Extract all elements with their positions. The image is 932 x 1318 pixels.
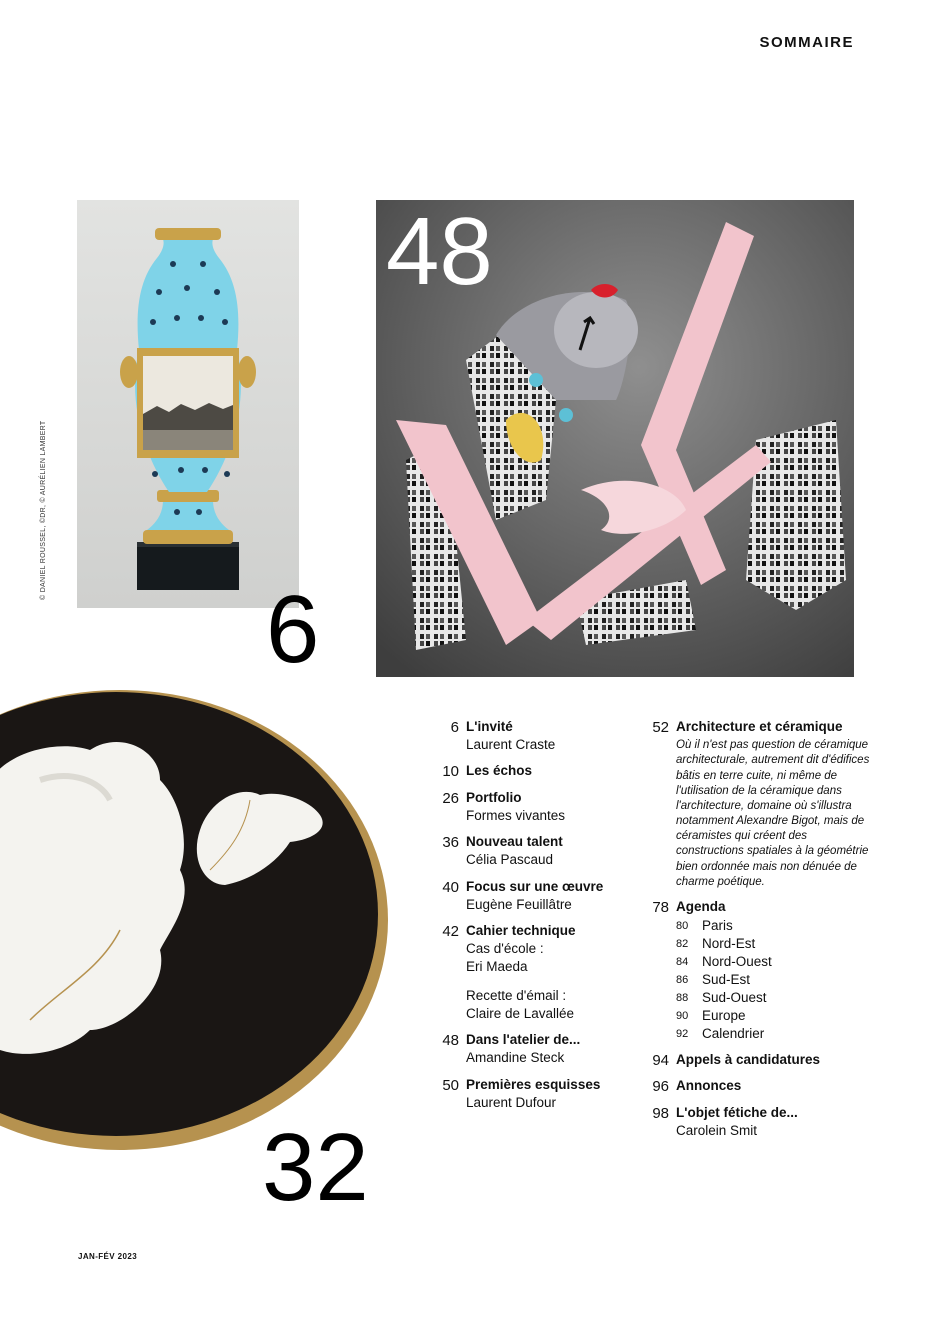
agenda-label: Paris — [702, 918, 733, 934]
toc-subtitle: Carolein Smit — [676, 1122, 758, 1138]
toc-subtitle: Claire de Lavallée — [466, 1005, 575, 1021]
plate-photo — [0, 690, 390, 1160]
toc-subtitle: Laurent Dufour — [466, 1094, 557, 1110]
agenda-item[interactable] — [676, 1007, 874, 1025]
toc-subtitle: Amandine Steck — [466, 1050, 565, 1066]
toc-subtitle: Formes vivantes — [466, 807, 566, 823]
toc-page-number: 42 — [442, 922, 459, 940]
toc-page-number: 50 — [442, 1076, 459, 1094]
toc-title: Cahier technique — [466, 922, 576, 938]
toc-entry[interactable] — [424, 762, 634, 780]
toc-entry[interactable] — [424, 833, 634, 869]
toc-entry-agenda[interactable] — [634, 898, 874, 1043]
agenda-page-number: 88 — [676, 992, 689, 1005]
toc-page-number: 6 — [450, 719, 459, 736]
toc-entry-architecture[interactable] — [634, 718, 874, 890]
toc-title: Les échos — [466, 763, 533, 779]
toc-subtitle: Laurent Craste — [466, 737, 556, 753]
photo-credit: © DANIEL ROUSSEL, ©DR, © AURÉLIEN LAMBERT — [40, 420, 47, 600]
toc-page-number: 36 — [442, 834, 459, 852]
toc-subtitle: Eugène Feuillâtre — [466, 896, 572, 912]
toc-title: Portfolio — [466, 789, 522, 805]
toc-title: Dans l'atelier de... — [466, 1032, 581, 1048]
toc-title: Focus sur une œuvre — [466, 878, 604, 894]
toc-page-number: 94 — [652, 1052, 669, 1070]
agenda-page-number: 92 — [676, 1028, 689, 1041]
vase-photo — [77, 200, 299, 608]
agenda-page-number: 80 — [676, 920, 689, 933]
toc-page-number: 98 — [652, 1104, 669, 1122]
toc-title: Appels à candidatures — [676, 1052, 821, 1068]
toc-page-number: 78 — [652, 898, 669, 916]
toc-entry[interactable] — [424, 789, 634, 825]
toc-subtitle: Recette d'émail : — [466, 987, 567, 1003]
feature-number-sculpture: 48 — [386, 198, 493, 305]
toc-title: Premières esquisses — [466, 1076, 601, 1092]
toc-right-column — [634, 718, 874, 1148]
agenda-page-number: 82 — [676, 938, 689, 951]
agenda-item[interactable] — [676, 989, 874, 1007]
toc-entry-appels[interactable] — [634, 1051, 874, 1069]
agenda-item[interactable] — [676, 935, 874, 953]
agenda-item[interactable] — [676, 971, 874, 989]
toc-page-number: 40 — [442, 878, 459, 896]
toc-page-number: 96 — [652, 1078, 669, 1096]
agenda-label: Europe — [702, 1008, 746, 1024]
toc-title: L'objet fétiche de... — [676, 1104, 798, 1120]
toc-entry[interactable] — [424, 878, 634, 914]
toc-title: Agenda — [676, 898, 726, 914]
section-title: SOMMAIRE — [759, 34, 854, 51]
toc-entry[interactable] — [424, 1076, 634, 1112]
agenda-page-number: 86 — [676, 974, 689, 987]
toc-entry-annonces[interactable] — [634, 1077, 874, 1095]
agenda-page-number: 90 — [676, 1010, 689, 1023]
toc-page-number: 26 — [442, 789, 459, 807]
agenda-label: Calendrier — [702, 1026, 765, 1042]
agenda-label: Nord-Est — [702, 936, 756, 952]
feature-number-plate: 32 — [262, 1114, 369, 1221]
toc-title: Nouveau talent — [466, 834, 563, 850]
toc-entry-objet[interactable] — [634, 1104, 874, 1140]
agenda-label: Sud-Ouest — [702, 990, 767, 1006]
toc-entry[interactable] — [424, 1031, 634, 1067]
toc-subtitle: Eri Maeda — [466, 959, 528, 975]
toc-subtitle: Célia Pascaud — [466, 852, 554, 868]
agenda-list — [676, 917, 874, 1043]
toc-title: Annonces — [676, 1078, 742, 1094]
agenda-label: Nord-Ouest — [702, 954, 772, 970]
agenda-item[interactable] — [676, 953, 874, 971]
toc-description: Où il n'est pas question de céramique architecturale, autrement dit d'édifices bâtis en terre cuite, ni même de l'utilisation de la céramique dans l'architecture, domaine où s'illustra notamment Alexandre Bigot, mais de céramistes qui créent des constructions spatiales à la géométrie bien ordonnée mais non dénuée de charme poétique. — [676, 739, 870, 888]
toc-page-number: 52 — [652, 719, 669, 736]
toc-title: L'invité — [466, 719, 513, 734]
toc-page-number: 48 — [442, 1032, 459, 1050]
agenda-item[interactable] — [676, 917, 874, 935]
toc-left-column — [424, 718, 634, 1120]
feature-number-vase: 6 — [266, 576, 320, 683]
agenda-item[interactable] — [676, 1025, 874, 1043]
toc-entry[interactable] — [424, 922, 634, 1023]
toc-subtitle: Cas d'école : — [466, 941, 544, 957]
toc-page-number: 10 — [442, 763, 459, 781]
issue-date: JAN-FÉV 2023 — [78, 1252, 138, 1261]
toc-title: Architecture et céramique — [676, 719, 843, 734]
toc-entry[interactable] — [424, 718, 634, 754]
agenda-label: Sud-Est — [702, 972, 751, 988]
agenda-page-number: 84 — [676, 956, 689, 969]
